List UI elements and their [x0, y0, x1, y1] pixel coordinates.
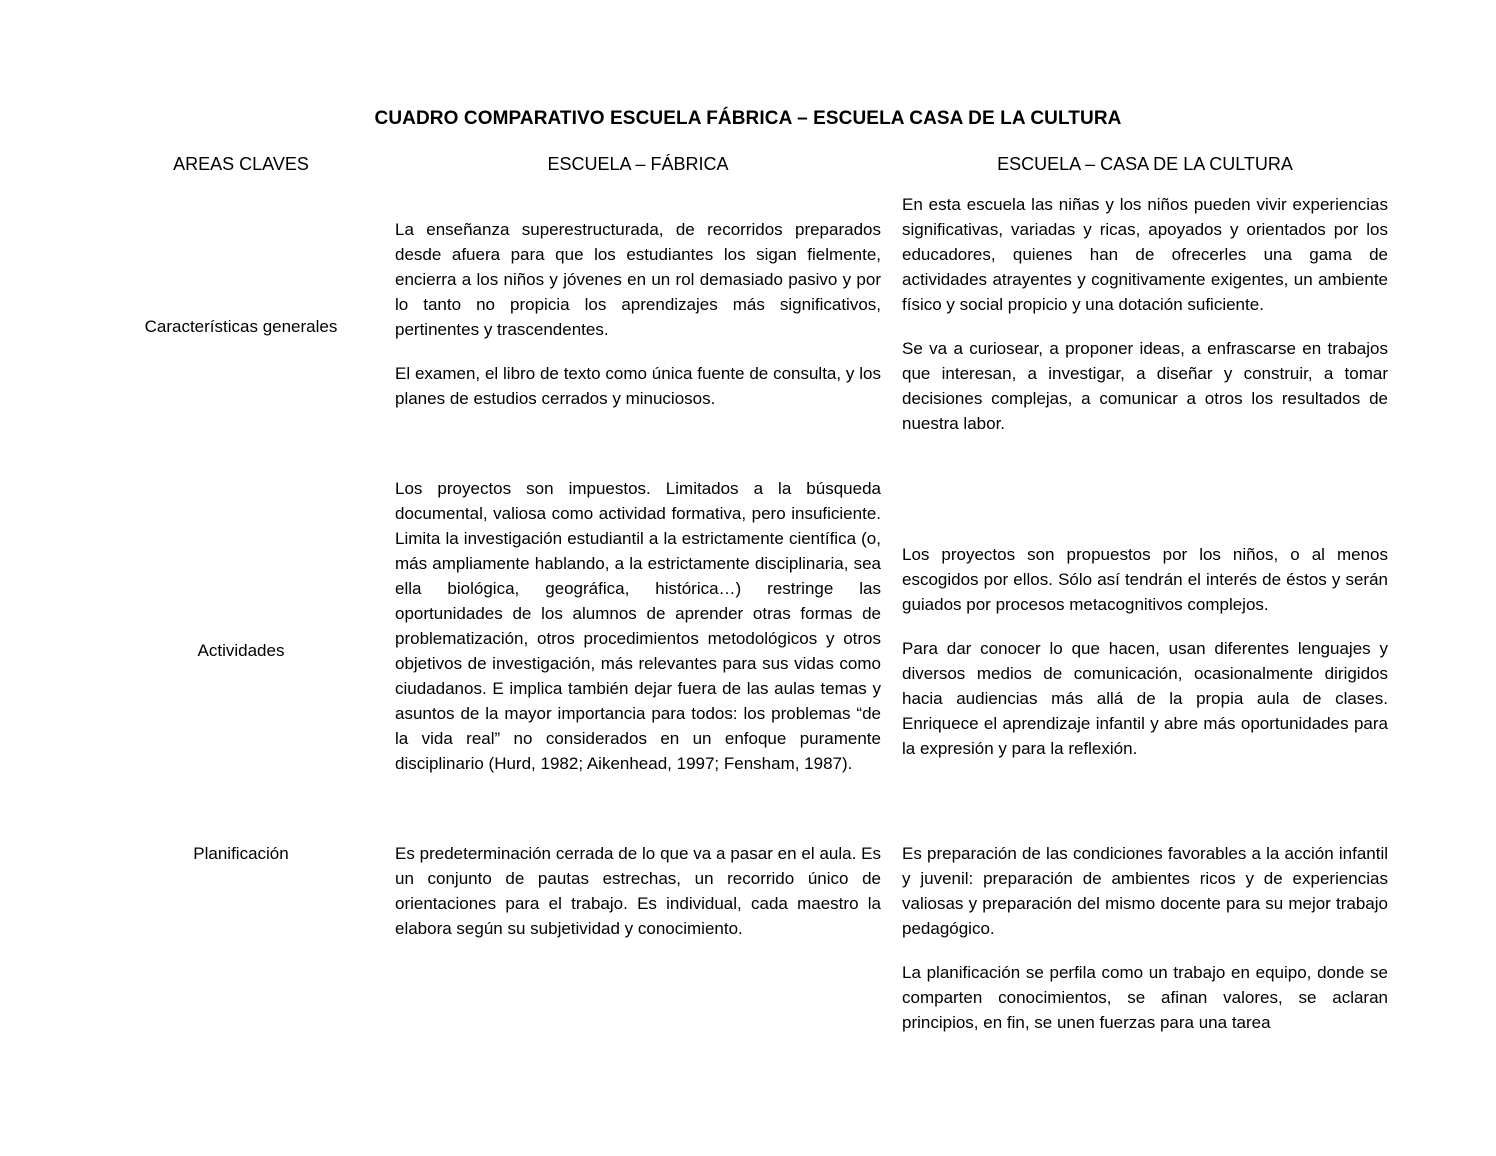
paragraph: La enseñanza superestructurada, de recorridos preparados desde afuera para que los estudiantes los sigan fielmente, encierra a los niños y jóvenes en un rol demasiado pasivo y por lo tanto no propicia los aprendizajes más significativos, pertinentes y trascendentes. [395, 220, 881, 339]
cell-casa-actividades [902, 542, 1388, 761]
paragraph: Los proyectos son propuestos por los niños, o al menos escogidos por ellos. Sólo así tendrán el interés de éstos y serán guiados por procesos metacognitivos complejos. [902, 545, 1388, 614]
row-label-actividades: Actividades [197, 641, 285, 660]
paragraph: En esta escuela las niñas y los niños pueden vivir experiencias significativas, variadas y ricas, apoyados y orientados por los educadores, quienes han de ofrecerles una gama de actividades atrayentes y cognitivamente exigentes, un ambiente físico y social propicio y una dotación suficiente. [902, 195, 1388, 314]
cell-fabrica-caracteristicas [395, 217, 881, 411]
paragraph: Es predeterminación cerrada de lo que va a pasar en el aula. Es un conjunto de pautas estrechas, un recorrido único de orientaciones para el trabajo. Es individual, cada maestro la elabora según su subjetividad y conocimiento. [395, 844, 881, 938]
paragraph: La planificación se perfila como un trabajo en equipo, donde se comparten conocimientos, se afinan valores, se aclaran principios, en fin, se unen fuerzas para una tarea [902, 963, 1388, 1032]
cell-fabrica-planificacion [395, 841, 881, 941]
cell-casa-planificacion [902, 841, 1388, 1035]
paragraph: Es preparación de las condiciones favorables a la acción infantil y juvenil: preparación de ambientes ricos y de experiencias valiosas y preparación del mismo docente para su mejor trabajo pedagógico. [902, 844, 1388, 938]
row-label-caracteristicas: Características generales [144, 317, 338, 336]
header-escuela-fabrica: ESCUELA – FÁBRICA [547, 154, 729, 174]
header-areas-claves: AREAS CLAVES [173, 154, 309, 174]
paragraph: Los proyectos son impuestos. Limitados a la búsqueda documental, valiosa como actividad formativa, pero insuficiente. Limita la investigación estudiantil a la estrictamente científica (o, más ampliamente hablando, a la estrictamente disciplinaria, sea ella biológica, geográfica, histórica…) restringe las oportunidades de los alumnos de aprender otras formas de problematización, otros procedimientos metodológicos y otros objetivos de investigación, más relevantes para sus vidas como ciudadanos. E implica también dejar fuera de las aulas temas y asuntos de la mayor importancia para todos: los problemas “de la vida real” no considerados en un enfoque puramente disciplinario (Hurd, 1982; Aikenhead, 1997; Fensham, 1987). [395, 479, 881, 773]
cell-fabrica-actividades [395, 476, 881, 776]
header-escuela-casa-cultura: ESCUELA – CASA DE LA CULTURA [997, 154, 1293, 174]
row-label-planificacion: Planificación [193, 844, 289, 863]
paragraph: Se va a curiosear, a proponer ideas, a enfrascarse en trabajos que interesan, a investigar, a diseñar y construir, a tomar decisiones complejas, a comunicar a otros los resultados de nuestra labor. [902, 339, 1388, 433]
paragraph: Para dar conocer lo que hacen, usan diferentes lenguajes y diversos medios de comunicación, ocasionalmente dirigidos hacia audiencias más allá de la propia aula de clases. Enriquece el aprendizaje infantil y abre más oportunidades para la expresión y para la reflexión. [902, 639, 1388, 758]
paragraph: El examen, el libro de texto como única fuente de consulta, y los planes de estudios cerrados y minuciosos. [395, 364, 881, 408]
cell-casa-caracteristicas [902, 192, 1388, 436]
page-title: CUADRO COMPARATIVO ESCUELA FÁBRICA – ESCUELA CASA DE LA CULTURA [374, 108, 1122, 129]
